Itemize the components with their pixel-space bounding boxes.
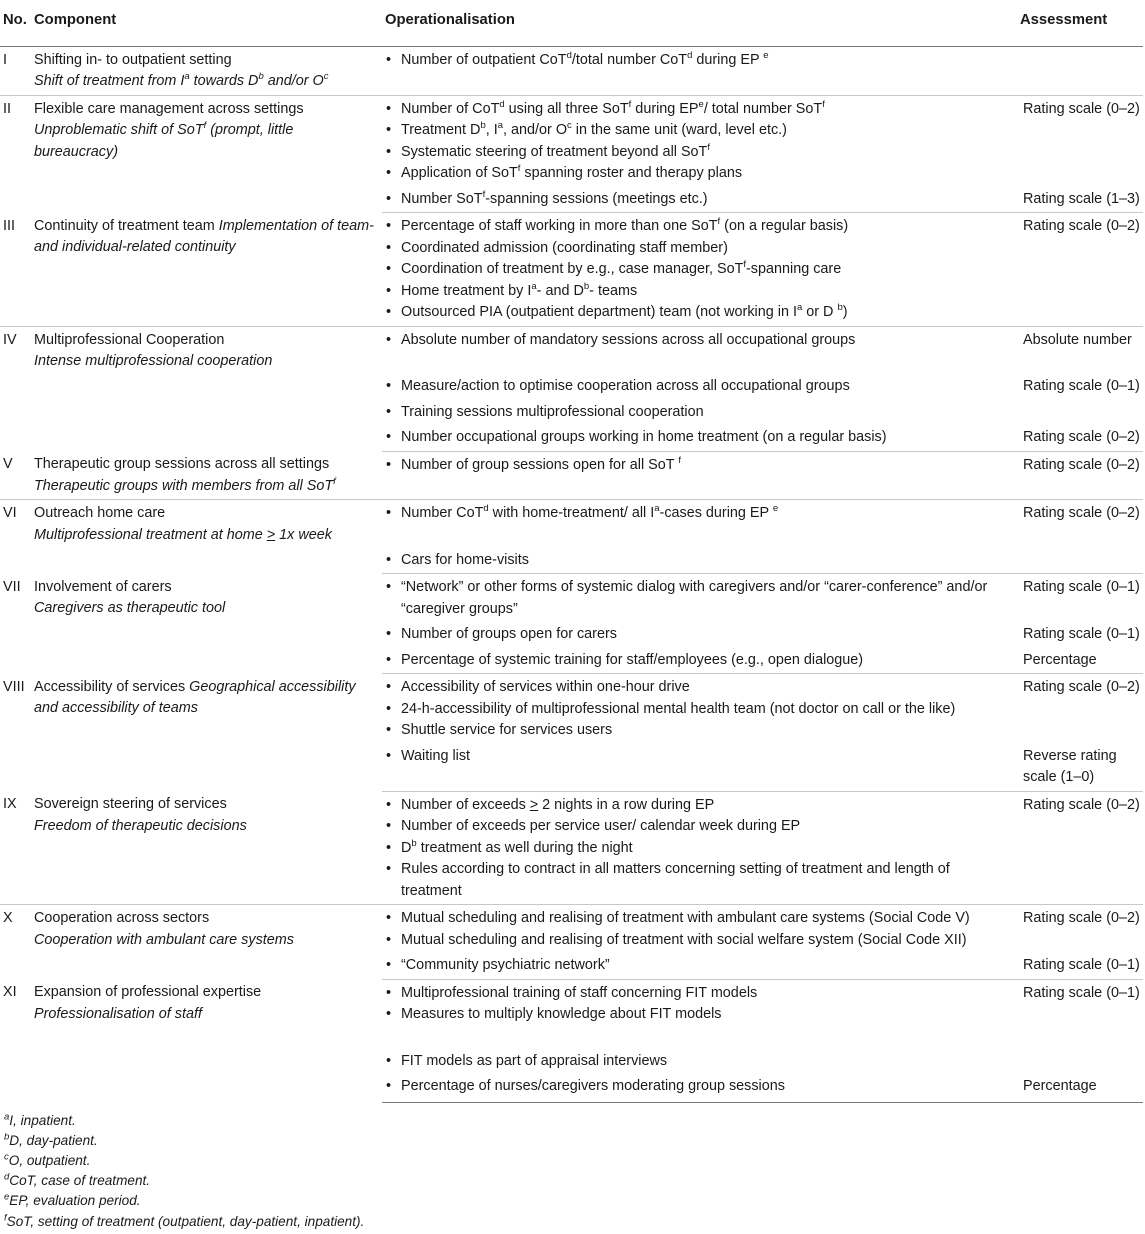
bullet-item: • Outsourced PIA (outpatient department) team (not working in $I^a$ or D $^b$) bbox=[385, 302, 1007, 324]
component-cell bbox=[32, 326, 382, 451]
component-subtitle: Shift of treatment from $I^a$ towards $D^b$ and/or $O^c$ bbox=[34, 71, 329, 89]
component-title: Sovereign steering of services bbox=[34, 796, 227, 812]
bullet-item: • Measures to multiply knowledge about FIT models bbox=[385, 1004, 1007, 1026]
bullet-list bbox=[385, 1076, 1007, 1098]
bullet-list bbox=[385, 216, 1007, 324]
component-number: I bbox=[0, 46, 32, 95]
component-cell bbox=[32, 500, 382, 574]
assessment-cell: Rating scale (0–2) bbox=[1023, 100, 1140, 117]
bullet-item: • Accessibility of services within one-hour drive bbox=[385, 677, 1007, 699]
bullet-item: • Percentage of systemic training for staff/employees (e.g., open dialogue) bbox=[385, 650, 1007, 672]
footnote: $^e$EP, evaluation period. bbox=[4, 1191, 141, 1209]
component-title: Continuity of treatment team bbox=[34, 217, 219, 234]
bullet-item: • Training sessions multiprofessional cooperation bbox=[385, 402, 1007, 424]
bullet-list bbox=[385, 983, 1007, 1026]
assessment-cell bbox=[1017, 1047, 1143, 1073]
bullet-item: • “Community psychiatric network” bbox=[385, 955, 1007, 977]
operationalisation-cell bbox=[382, 546, 1017, 574]
operationalisation-cell bbox=[382, 423, 1017, 451]
bullet-item: • Number of group sessions open for all SoT $^f$ bbox=[385, 455, 1007, 477]
table-row bbox=[0, 905, 1143, 952]
table-row bbox=[0, 213, 1143, 327]
component-cell bbox=[32, 95, 382, 213]
component-subtitle: Professionalisation of staff bbox=[34, 1005, 202, 1022]
bullet-item: • Systematic steering of treatment beyond all SoT$^f$ bbox=[385, 142, 1007, 164]
assessment-cell: Rating scale (0–2) bbox=[1023, 679, 1140, 695]
component-subtitle: Freedom of therapeutic decisions bbox=[34, 817, 247, 834]
component-subtitle: Implementation of team- and individual-related continuity bbox=[34, 217, 374, 255]
bullet-item: • Number of outpatient CoT$^d$/total number CoT$^d$ during EP $^e$ bbox=[385, 50, 1007, 72]
component-number: IV bbox=[3, 331, 17, 348]
table-row bbox=[0, 451, 1143, 500]
operationalisation-cell bbox=[382, 213, 1017, 327]
operationalisation-cell bbox=[382, 451, 1017, 500]
bullet-list bbox=[385, 795, 1007, 903]
assessment-cell bbox=[1017, 398, 1143, 424]
component-subtitle: Cooperation with ambulant care systems bbox=[34, 931, 294, 948]
footnote: $^f$SoT, setting of treatment (outpatient, day-patient, inpatient). bbox=[4, 1211, 365, 1229]
bullet-item: • Number occupational groups working in home treatment (on a regular basis) bbox=[385, 427, 1007, 449]
component-number: VI bbox=[3, 505, 17, 521]
bullet-list bbox=[385, 427, 1007, 449]
bullet-list bbox=[385, 376, 1007, 398]
component-cell bbox=[32, 791, 382, 905]
footnote: $^d$CoT, case of treatment. bbox=[4, 1171, 151, 1189]
bullet-item: • Percentage of nurses/caregivers moderating group sessions bbox=[385, 1076, 1007, 1098]
bullet-list bbox=[385, 50, 1007, 72]
assessment-cell: Rating scale (0–2) bbox=[1017, 451, 1143, 500]
component-title: Accessibility of services bbox=[34, 678, 190, 695]
component-title: Expansion of professional expertise bbox=[34, 984, 262, 1000]
bullet-item: • Cars for home-visits bbox=[385, 550, 1007, 572]
footnote: $^b$D, day-patient. bbox=[4, 1131, 98, 1148]
bullet-item: • Percentage of staff working in more than one SoT$^f$ (on a regular basis) bbox=[385, 216, 1007, 238]
component-title: Outreach home care bbox=[34, 505, 166, 521]
component-cell bbox=[32, 905, 382, 980]
component-subtitle: Unproblematic shift of SoT$^f$ (prompt, little bureaucracy) bbox=[34, 120, 294, 160]
bullet-item: • Number of exceeds per service user/ calendar week during EP bbox=[385, 816, 1007, 838]
bullet-item: • Number CoT$^d$ with home-treatment/ all $I^a$-cases during EP $^e$ bbox=[385, 503, 1007, 525]
component-cell bbox=[32, 574, 382, 674]
operationalisation-cell bbox=[382, 620, 1017, 646]
bullet-item: • Home treatment by $I^a-$ and $D^b-$ teams bbox=[385, 281, 1007, 303]
component-number: II bbox=[3, 100, 11, 117]
assessment-cell: Rating scale (0–1) bbox=[1017, 951, 1143, 979]
table-header-row bbox=[0, 0, 1143, 46]
component-number: VIII bbox=[3, 678, 25, 695]
component-subtitle: Therapeutic groups with members from all SoT$^f$ bbox=[34, 475, 336, 494]
component-cell bbox=[32, 979, 382, 1102]
assessment-cell: Reverse rating scale (1–0) bbox=[1017, 742, 1143, 792]
bullet-item: • Number SoT$^f$-spanning sessions (meetings etc.) bbox=[385, 189, 1007, 211]
operationalisation-cell bbox=[382, 951, 1017, 979]
assessment-cell: Rating scale (0–2) bbox=[1023, 505, 1140, 521]
assessment-cell: Percentage bbox=[1017, 1072, 1143, 1102]
operationalisation-cell bbox=[382, 646, 1017, 674]
component-cell bbox=[32, 46, 382, 95]
assessment-cell: Rating scale (0–1) bbox=[1023, 626, 1140, 642]
table-body bbox=[0, 46, 1143, 1102]
bullet-item: • Number of CoT$^d$ using all three SoT$^f$ during $EP^e/$ total number SoT$^f$ bbox=[385, 99, 1007, 121]
component-title: Flexible care management across settings bbox=[34, 100, 304, 117]
footnotes bbox=[0, 1111, 1145, 1232]
bullet-item: • Mutual scheduling and realising of treatment with ambulant care systems (Social Code V) bbox=[385, 908, 1007, 930]
assessment-cell: Rating scale (0–2) bbox=[1017, 791, 1143, 905]
bullet-item: • Absolute number of mandatory sessions across all occupational groups bbox=[385, 330, 1007, 352]
assessment-cell: Rating scale (1–3) bbox=[1017, 185, 1143, 213]
bullet-item: • Application of SoT$^f$ spanning roster and therapy plans bbox=[385, 163, 1007, 185]
bullet-list bbox=[385, 1051, 1007, 1073]
assessment-cell: Rating scale (0–1) bbox=[1023, 378, 1140, 394]
bullet-list bbox=[385, 650, 1007, 672]
assessment-cell: Rating scale (0–2) bbox=[1023, 910, 1140, 926]
component-number: IX bbox=[0, 791, 32, 905]
component-title: Involvement of carers bbox=[34, 578, 172, 595]
table-row bbox=[0, 979, 1143, 1047]
bullet-list bbox=[385, 455, 1007, 477]
assessment-cell: Percentage bbox=[1017, 646, 1143, 674]
bullet-item: • Rules according to contract in all matters concerning setting of treatment and length of treatment bbox=[385, 859, 1007, 902]
bullet-item: • Mutual scheduling and realising of treatment with social welfare system (Social Code XII) bbox=[385, 930, 1007, 952]
bullet-list bbox=[385, 99, 1007, 185]
component-subtitle: Multiprofessional treatment at home > 1x week bbox=[34, 526, 332, 543]
component-cell bbox=[32, 213, 382, 327]
bullet-item: • FIT models as part of appraisal interviews bbox=[385, 1051, 1007, 1073]
operationalisation-cell bbox=[382, 905, 1017, 952]
operationalisation-cell bbox=[382, 326, 1017, 372]
bullet-list bbox=[385, 189, 1007, 211]
operationalisation-cell bbox=[382, 979, 1017, 1047]
operationalisation-cell bbox=[382, 500, 1017, 546]
operationalisation-cell bbox=[382, 791, 1017, 905]
assessment-cell bbox=[1017, 546, 1143, 574]
bullet-list bbox=[385, 330, 1007, 352]
bullet-list bbox=[385, 577, 1007, 620]
table-row bbox=[0, 791, 1143, 905]
table-row bbox=[0, 95, 1143, 185]
header-no: No. bbox=[0, 0, 32, 46]
table-row bbox=[0, 574, 1143, 621]
header-component: Component bbox=[32, 0, 382, 46]
bullet-item: • $D^b$ treatment as well during the night bbox=[385, 838, 1007, 860]
bullet-list bbox=[385, 550, 1007, 572]
component-title: Multiprofessional Cooperation bbox=[34, 331, 225, 348]
footnote: $^a$I, inpatient. bbox=[4, 1110, 76, 1128]
bullet-item: • 24-h-accessibility of multiprofessional mental health team (not doctor on call or the like) bbox=[385, 699, 1007, 721]
header-operationalisation: Operationalisation bbox=[382, 0, 1017, 46]
operationalisation-cell bbox=[382, 185, 1017, 213]
table-row bbox=[0, 500, 1143, 546]
operationalisation-cell bbox=[382, 1047, 1017, 1073]
component-title: Shifting in- to outpatient setting bbox=[34, 51, 232, 68]
bullet-list bbox=[385, 908, 1007, 951]
assessment-cell: Rating scale (0–1) bbox=[1023, 579, 1140, 595]
component-number: X bbox=[3, 910, 13, 926]
component-title: Therapeutic group sessions across all settings bbox=[34, 456, 330, 472]
operationalisation-cell bbox=[382, 46, 1017, 95]
assessment-cell: Rating scale (0–1) bbox=[1023, 984, 1140, 1001]
operationalisation-cell bbox=[382, 372, 1017, 398]
operationalisation-cell bbox=[382, 742, 1017, 792]
table-row bbox=[0, 326, 1143, 372]
component-cell bbox=[32, 451, 382, 500]
operationalisation-cell bbox=[382, 574, 1017, 621]
component-number: V bbox=[0, 451, 32, 500]
bullet-list bbox=[385, 624, 1007, 646]
component-number: VII bbox=[3, 578, 21, 595]
bullet-item: • Measure/action to optimise cooperation across all occupational groups bbox=[385, 376, 1007, 398]
bullet-item: • Multiprofessional training of staff concerning FIT models bbox=[385, 983, 1007, 1005]
component-number: XI bbox=[3, 984, 17, 1000]
bullet-item: • Shuttle service for services users bbox=[385, 720, 1007, 742]
bullet-item: • Number of exceeds > 2 nights in a row during EP bbox=[385, 795, 1007, 817]
header-assessment: Assessment bbox=[1017, 0, 1143, 46]
bullet-item: • Coordination of treatment by e.g., case manager, SoT$^f$-spanning care bbox=[385, 259, 1007, 281]
bullet-item: • Treatment $D^b$, $I^a$, and/or $O^c$ in the same unit (ward, level etc.) bbox=[385, 120, 1007, 142]
bullet-list bbox=[385, 677, 1007, 742]
bullet-item: • “Network” or other forms of systemic dialog with caregivers and/or “carer-conference” and/or “caregiver groups” bbox=[385, 577, 1007, 620]
component-cell bbox=[32, 674, 382, 792]
component-title: Cooperation across sectors bbox=[34, 910, 210, 926]
bullet-item: • Waiting list bbox=[385, 746, 1007, 768]
bullet-list bbox=[385, 746, 1007, 768]
footnote: $^c$O, outpatient. bbox=[4, 1151, 91, 1168]
assessment-cell bbox=[1017, 46, 1143, 95]
operationalisation-cell bbox=[382, 674, 1017, 742]
operationalisation-cell bbox=[382, 398, 1017, 424]
operationalisation-cell bbox=[382, 1072, 1017, 1102]
component-subtitle: Geographical accessibility and accessibility of teams bbox=[34, 678, 356, 716]
component-number: III bbox=[0, 213, 32, 327]
bullet-list bbox=[385, 955, 1007, 977]
assessment-cell: Rating scale (0–2) bbox=[1017, 213, 1143, 327]
operationalisation-cell bbox=[382, 95, 1017, 185]
assessment-cell: Absolute number bbox=[1023, 331, 1132, 348]
table-row bbox=[0, 674, 1143, 742]
bullet-list bbox=[385, 503, 1007, 525]
bullet-list bbox=[385, 402, 1007, 424]
component-subtitle: Caregivers as therapeutic tool bbox=[34, 600, 226, 616]
component-subtitle: Intense multiprofessional cooperation bbox=[34, 353, 273, 369]
assessment-cell: Rating scale (0–2) bbox=[1017, 423, 1143, 451]
bullet-item: • Number of groups open for carers bbox=[385, 624, 1007, 646]
table-row bbox=[0, 46, 1143, 95]
bullet-item: • Coordinated admission (coordinating staff member) bbox=[385, 238, 1007, 260]
